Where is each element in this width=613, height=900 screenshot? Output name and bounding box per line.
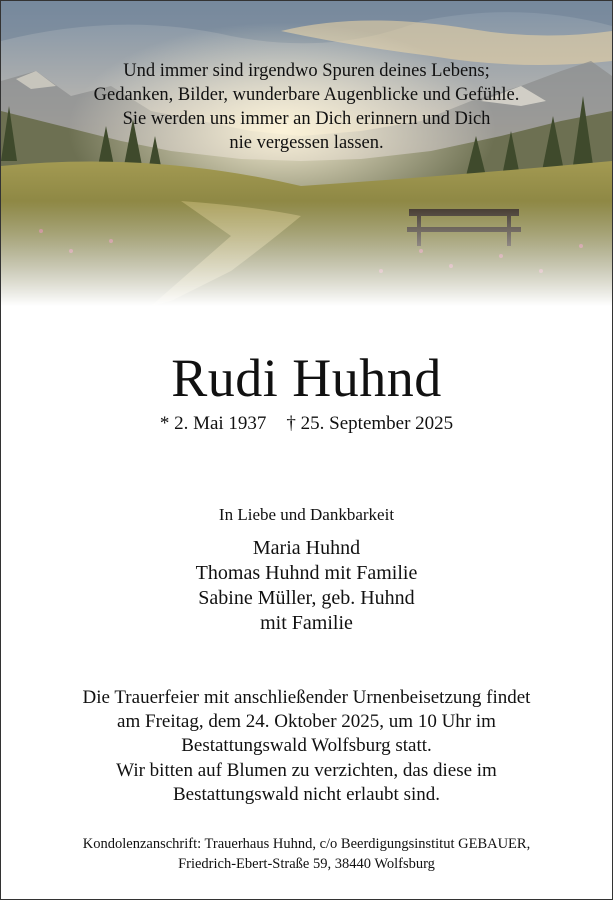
mourners-intro: In Liebe und Dankbarkeit [218,505,395,524]
birth-date: * 2. Mai 1937 [159,413,267,434]
memorial-quote [0,59,613,155]
life-dates [0,411,613,437]
announcement-line: Die Trauerfeier mit anschließender Urnenbeisetzung findet [82,687,531,708]
announcement-line: am Freitag, dem 24. Oktober 2025, um 10 Uhr im [117,711,496,733]
funeral-announcement [0,686,613,807]
mourner-line: Sabine Müller, geb. Huhnd [198,587,415,609]
condolence-address [0,834,613,874]
death-date: † 25. September 2025 [286,413,454,434]
address-line: Kondolenzanschrift: Trauerhaus Huhnd, c/o Beerdigungsinstitut GEBAUER, [82,836,531,852]
announcement-line: Bestattungswald Wolfsburg statt. [181,735,432,757]
deceased-name: Rudi Huhnd [171,348,442,408]
announcement-line: Wir bitten auf Blumen zu verzichten, das diese im [116,759,497,781]
quote-line: Und immer sind irgendwo Spuren deines Lebens; [123,61,490,81]
announcement-line: Bestattungswald nicht erlaubt sind. [172,783,440,805]
mourner-line: Maria Huhnd [252,537,361,559]
mourner-line: Thomas Huhnd mit Familie [195,562,418,584]
mourner-line: mit Familie [260,612,353,634]
quote-line: Sie werden uns immer an Dich erinnern und Dich [122,109,491,129]
address-line: Friedrich-Ebert-Straße 59, 38440 Wolfsburg [178,856,435,872]
mourners-list [0,536,613,636]
quote-line: nie vergessen lassen. [229,133,384,153]
quote-line: Gedanken, Bilder, wunderbare Augenblicke und Gefühle. [93,85,520,105]
